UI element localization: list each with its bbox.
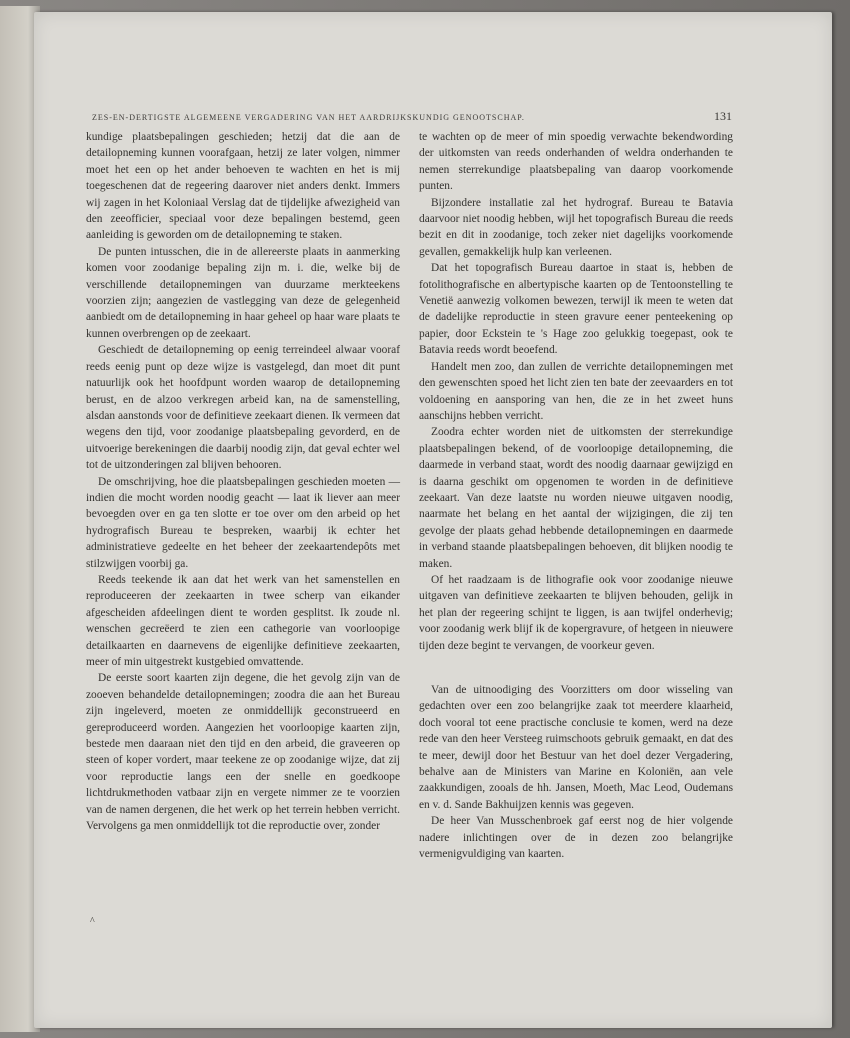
paragraph: De punten intusschen, die in de allereerste plaats in aanmerking komen voor zoodanige bepaling zijn m. i. die, welke bij de verschillende detailopnemingen van duurzame merkteekens voorzien zijn; aangezien de vastlegging van deze de gelegenheid aanbiedt om de detailopneming in haar geheel op haar ware plaats te kunnen overbrengen op de zeekaart. bbox=[86, 245, 400, 340]
left-column bbox=[86, 129, 400, 834]
paragraph: Bijzondere installatie zal het hydrograf. Bureau te Batavia daarvoor niet noodig hebben, wijl het topografisch Bureau die reeds bezit en dit in zoodanige, toch zeker niet dagelijks voorkomende gevallen, gemakkelijk hulp kan verleenen. bbox=[419, 196, 733, 258]
paragraph: Handelt men zoo, dan zullen de verrichte detailopnemingen met den gewenschten spoed het licht zien ten bate der zeevaarders en tot voldoening en aansporing van hen, die ze in het zweet huns aanschijns hebben verricht. bbox=[419, 360, 733, 422]
paragraph: kundige plaatsbepalingen geschieden; hetzij dat die aan de detailopneming kunnen voorafgaan, hetzij ze later volgen, nimmer moet het een op het ander behoeven te wachten en het is mij toegeschenen dat de regeering daarover niet anders denkt. Immers wij zagen in het Koloniaal Verslag dat de tijdelijke afwezigheid van den zeeofficier, speciaal voor deze bepalingen bestemd, geen aanleiding is geworden om de detailopneming te staken. bbox=[86, 131, 400, 242]
right-column bbox=[419, 129, 733, 862]
paragraph: De heer Van Musschenbroek gaf eerst nog de hier volgende nadere inlichtingen over de in dezen zoo belangrijke vermenigvuldiging van kaarten. bbox=[419, 815, 733, 861]
running-title: ZES-EN-DERTIGSTE ALGEMEENE VERGADERING VAN HET AARDRIJKSKUNDIG GENOOTSCHAP. bbox=[92, 113, 525, 122]
section-break bbox=[419, 654, 733, 682]
paragraph: te wachten op de meer of min spoedig verwachte bekendwording der uitkomsten van reeds onderhanden of weldra onderhanden te nemen sterrekundige plaatsbepaling van daarop voorkomende punten. bbox=[419, 131, 733, 193]
paragraph: De eerste soort kaarten zijn degene, die het gevolg zijn van de zooeven behandelde detailopnemingen; zoodra die aan het Bureau zijn ingeleverd, moeten ze onmiddellijk geconstrueerd en gereproduceerd worden. Aangezien het voorloopige kaarten zijn, bestede men daaraan niet den tijd en den arbeid, die graveeren op steen of koper vordert, maar teekene ze op zoodanige wijze, dat zij voor reproductie langs een der snelle en goedkoope lichtdrukmethoden vatbaar zijn en vergete nimmer ze te voorzien van de namen dergenen, die het werk op het terrein hebben verricht. Vervolgens ga men onmiddellijk tot die reproductie over, zonder bbox=[86, 672, 400, 833]
paragraph: De omschrijving, hoe die plaatsbepalingen geschieden moeten — indien die mocht worden noodig geacht — laat ik liever aan meer bevoegden over en ga ten slotte er toe over om den arbeid op het hydrografisch Bureau te bespreken, waarbij ik echter het administratieve gedeelte en het beheer der zeekaartendepôts met stilzwijgen voorbij ga. bbox=[86, 475, 400, 570]
margin-mark: ^ bbox=[90, 916, 95, 927]
page-number: 131 bbox=[714, 109, 732, 123]
paragraph: Zoodra echter worden niet de uitkomsten der sterrekundige plaatsbepalingen bekend, of de voorloopige detailopneming, die daarmede in verband staat, wordt des noodig daarnaar gewijzigd en is daarna geschikt om opgenomen te worden in de definitieve zeekaart. Van deze laatste nu worden nieuwe uitgaven noodig, naarmate het belang en het aantal der wijzigingen, die zij ten gevolge der plaats gehad hebbende detailopnemingen en daarmede in verband staande plaatsbepalingen behoeven, dit blijken noodig te maken. bbox=[419, 426, 733, 570]
running-header bbox=[92, 109, 732, 124]
paragraph: Reeds teekende ik aan dat het werk van het samenstellen en reproduceeren der zeekaarten in twee scherp van eikander afgescheiden afdeelingen dient te worden gesplitst. Ik zoude nl. wenschen gecreëerd te zien een cathegorie van voorloopige detailkaarten en daarnevens de eigenlijke definitieve zeekaarten, meer of min uitgestrekt kustgebied omvattende. bbox=[86, 573, 400, 668]
paragraph: Geschiedt de detailopneming op eenig terreindeel alwaar vooraf reeds eenig punt op deze wijze is vastgelegd, dan moet dit punt natuurlijk ook het hoofdpunt worden waarop de detailopneming berust, en de alzoo verkregen arbeid kan, na de samenstelling, alsdan aanstonds voor de definitieve zeekaart dienen. Ik vermeen dat wegens den tijd, voor zoodanige plaatsbepaling gevorderd, en de uitvoerige berekeningen die daarbij noodig zijn, dat geval echter wel tot de uitzonderingen zal blijven behooren. bbox=[86, 344, 400, 472]
paragraph: Dat het topografisch Bureau daartoe in staat is, hebben de fotolithografische en albertypische kaarten op de Tentoonstelling te Venetië aanwezig volkomen bewezen, terwijl ik meen te weten dat de dadelijke reproductie in steen gravure eener penteekening op papier, door Eckstein te 's Hage zoo gelukkig toegepast, ook te Batavia reeds wordt beoefend. bbox=[419, 262, 733, 357]
paragraph: Of het raadzaam is de lithografie ook voor zoodanige nieuwe uitgaven van definitieve zeekaarten te blijven behouden, gelijk in het plan der regeering schijnt te liggen, is aan twijfel onderhevig; voor zoodanig werk blijf ik de kopergravure, of hetgeen in nieuwere tijden deze begint te vervangen, de voorkeur geven. bbox=[419, 573, 733, 652]
paragraph: Van de uitnoodiging des Voorzitters om door wisseling van gedachten over een zoo belangrijke zaak tot meerdere klaarheid, doch vooral tot eene practische conclusie te komen, werd na deze rede van den heer Versteeg ruimschoots gebruik gemaakt, en dat des te meer, dewijl door het Bestuur van het doel dezer Vergadering, behalve aan de Ministers van Marine en Koloniën, aan vele zaakkundigen, zooals de hh. Jansen, Moeth, Mac Leod, Oudemans en v. d. Sande Bakhuijzen kennis was gegeven. bbox=[419, 684, 733, 811]
